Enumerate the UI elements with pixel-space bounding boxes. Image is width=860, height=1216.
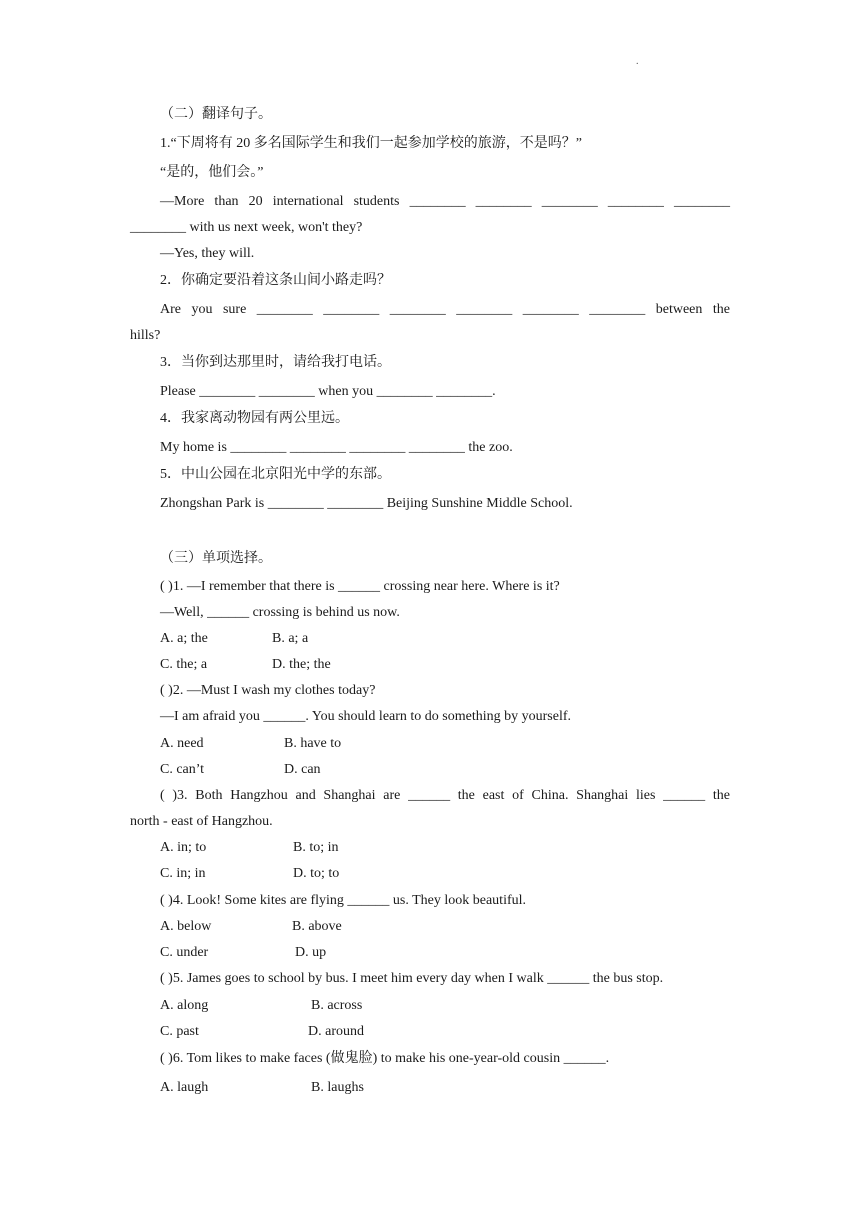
question-1-option-c: C. the; a — [160, 657, 208, 672]
translation-4-chinese: 4．我家离动物园有两公里远。 — [160, 411, 349, 426]
question-4-stem: ( )4. Look! Some kites are flying ______ us. They look beautiful. — [160, 893, 527, 908]
question-3-stem-line2: north - east of Hangzhou. — [130, 814, 273, 829]
question-2-option-d: D. can — [284, 762, 321, 777]
question-2-stem: ( )2. —Must I wash my clothes today? — [160, 683, 376, 698]
question-2-stem-line2: —I am afraid you ______. You should learn to do something by yourself. — [160, 709, 572, 724]
question-2-option-a: A. need — [160, 736, 204, 751]
question-2-option-b: B. have to — [284, 736, 342, 751]
question-1-option-b: B. a; a — [272, 631, 309, 646]
question-4-option-d: D. up — [295, 945, 327, 960]
question-5-stem: ( )5. James goes to school by bus. I meet him every day when I walk ______ the bus stop. — [160, 971, 664, 986]
translation-1-english-line1: —More than 20 international students ________ ________ ________ ________ ________ — [160, 194, 730, 209]
question-5-option-a: A. along — [160, 998, 209, 1013]
translation-5-chinese: 5．中山公园在北京阳光中学的东部。 — [160, 467, 391, 482]
question-3-option-c: C. in; in — [160, 866, 206, 881]
question-4-option-c: C. under — [160, 945, 209, 960]
question-6-option-a: A. laugh — [160, 1080, 209, 1095]
question-4-option-a: A. below — [160, 919, 212, 934]
question-3-option-b: B. to; in — [293, 840, 339, 855]
translation-3-chinese: 3．当你到达那里时，请给我打电话。 — [160, 355, 391, 370]
translation-1-english-reply: —Yes, they will. — [160, 246, 255, 261]
section-heading-translation: （二）翻译句子。 — [160, 107, 272, 122]
section-heading-choice: （三）单项选择。 — [160, 551, 272, 566]
translation-2-english-line1: Are you sure ________ ________ ________ ________ ________ ________ between the — [160, 302, 730, 317]
question-3-stem: ( )3. Both Hangzhou and Shanghai are ______ the east of China. Shanghai lies ______ the — [160, 788, 730, 803]
question-3-option-a: A. in; to — [160, 840, 207, 855]
question-5-option-d: D. around — [308, 1024, 364, 1039]
translation-5-english: Zhongshan Park is ________ ________ Beijing Sunshine Middle School. — [160, 496, 573, 511]
page-mark: . — [636, 56, 639, 67]
question-5-option-b: B. across — [311, 998, 363, 1013]
translation-1-english-line2: ________ with us next week, won't they? — [130, 220, 363, 235]
question-1-option-d: D. the; the — [272, 657, 331, 672]
translation-2-english-line2: hills? — [130, 328, 161, 343]
question-6-stem: ( )6. Tom likes to make faces (做鬼脸) to make his one-year-old cousin ______. — [160, 1051, 610, 1066]
question-1-stem-line2: —Well, ______ crossing is behind us now. — [160, 605, 400, 620]
translation-2-chinese: 2．你确定要沿着这条山间小路走吗？ — [160, 273, 391, 288]
question-3-option-d: D. to; to — [293, 866, 340, 881]
question-1-option-a: A. a; the — [160, 631, 208, 646]
question-5-option-c: C. past — [160, 1024, 199, 1039]
question-1-stem: ( )1. —I remember that there is ______ crossing near here. Where is it? — [160, 579, 560, 594]
translation-1-chinese: 1.“下周将有 20 多名国际学生和我们一起参加学校的旅游，不是吗？” — [160, 136, 582, 151]
question-4-option-b: B. above — [292, 919, 342, 934]
translation-1-chinese-reply: “是的，他们会。” — [160, 165, 264, 180]
question-2-option-c: C. can’t — [160, 762, 205, 777]
question-6-option-b: B. laughs — [311, 1080, 364, 1095]
translation-3-english: Please ________ ________ when you ________ ________. — [160, 384, 496, 399]
translation-4-english: My home is ________ ________ ________ ________ the zoo. — [160, 440, 513, 455]
